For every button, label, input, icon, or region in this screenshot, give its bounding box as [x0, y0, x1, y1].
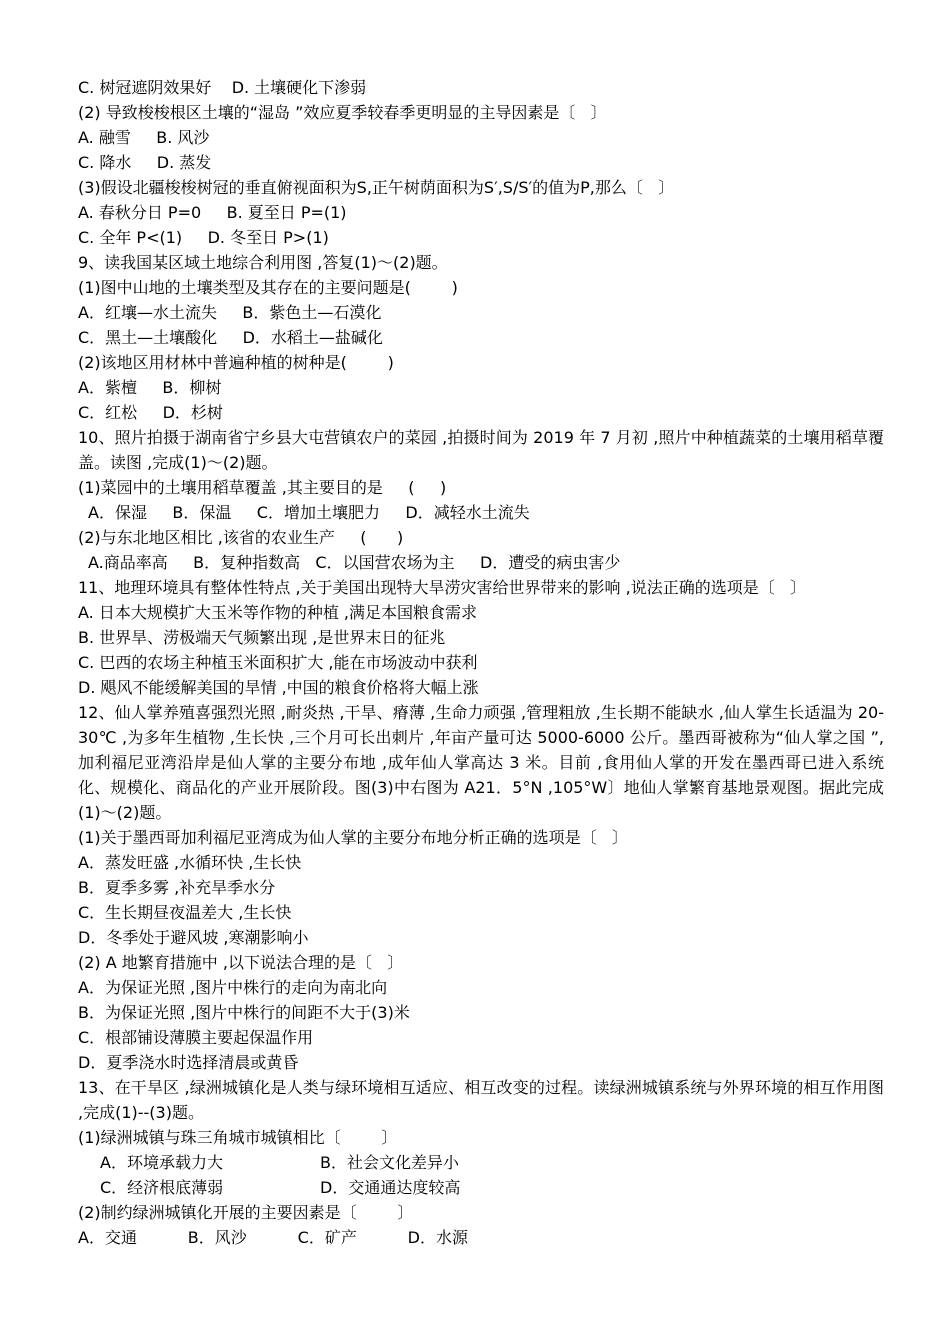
q10-1-stem: (1)菜园中的土壤用稻草覆盖 ,其主要目的是 ( ): [78, 478, 447, 497]
q8-2-stem: (2) 导致梭梭根区土壤的“湿岛 ”效应夏季较春季更明显的主导因素是〔 〕: [78, 103, 607, 122]
q9-stem: 9、读我国某区域土地综合利用图 ,答复(1)～(2)题。: [78, 253, 448, 272]
q10-2-options: A.商品率高 B．复种指数高 C．以国营农场为主 D．遭受的病虫害少: [88, 553, 621, 572]
q8-3-stem: (3)假设北疆梭梭树冠的垂直俯视面积为S,正午树荫面积为S′,S/S′的值为P,那么〔 〕: [78, 178, 675, 197]
q11-option-a: A. 日本大规模扩大玉米等作物的种植 ,满足本国粮食需求: [78, 603, 478, 622]
q9-1-options-cd: C．黑土—土壤酸化 D．水稻土—盐碱化: [78, 328, 383, 347]
q9-2-stem: (2)该地区用材林中普遍种植的树种是( ): [78, 353, 394, 372]
q13-1-option-a: A．环境承载力大: [100, 1153, 223, 1172]
q8-3-options-cd: C. 全年 P<(1) D. 冬至日 P>(1): [78, 228, 329, 247]
q13-1-stem: (1)绿洲城镇与珠三角城市城镇相比〔 〕: [78, 1128, 398, 1147]
q12-2-option-a: A．为保证光照 ,图片中株行的走向为南北向: [78, 978, 388, 997]
q12-2-stem: (2) A 地繁育措施中 ,以下说法合理的是〔 〕: [78, 953, 404, 972]
q13-2-stem: (2)制约绿洲城镇化开展的主要因素是〔 〕: [78, 1203, 414, 1222]
q9-2-options-ab: A．紫檀 B．柳树: [78, 378, 222, 397]
q12-1-option-c: C．生长期昼夜温差大 ,生长快: [78, 903, 292, 922]
q8-2-options-ab: A. 融雪 B. 风沙: [78, 128, 210, 147]
q13-2-options: A．交通 B．风沙 C．矿产 D．水源: [78, 1228, 468, 1247]
q12-stem: 12、仙人掌养殖喜强烈光照 ,耐炎热 ,干旱、瘠薄 ,生命力顽强 ,管理粗放 ,生长期不能缺水 ,仙人掌生长适温为 20-30℃ ,为多年生植物 ,生长快 ,三个月可长出刺片 ,年亩产量可达 5000-6000 公斤。墨西哥被称为“仙人掌之国 ”,加利福尼亚湾沿岸是仙人掌的主要分布地 ,成年仙人掌高达 3 米。目前 ,食用仙人掌的开发在墨西哥已进入系统化、规模化、商品化的产业开展阶段。图(3)中右图为 A21．5°N ,105°W〕地仙人掌繁育基地景观图。据此完成(1)～(2)题。: [78, 703, 884, 822]
q13-stem: 13、在干旱区 ,绿洲城镇化是人类与绿环境相互适应、相互改变的过程。读绿洲城镇系统与外界环境的相互作用图 ,完成(1)--(3)题。: [78, 1078, 884, 1122]
q12-2-option-c: C．根部铺设薄膜主要起保温作用: [78, 1028, 314, 1047]
q11-stem: 11、地理环境具有整体性特点 ,关于美国出现特大旱涝灾害给世界带来的影响 ,说法正确的选项是〔 〕: [78, 578, 806, 597]
q12-2-option-d: D．夏季浇水时选择清晨或黄昏: [78, 1053, 299, 1072]
q12-1-option-b: B．夏季多雾 ,补充旱季水分: [78, 878, 276, 897]
q10-stem: 10、照片拍摄于湖南省宁乡县大屯营镇农户的菜园 ,拍摄时间为 2019 年 7 月初 ,照片中种植蔬菜的土壤用稻草覆盖。读图 ,完成(1)～(2)题。: [78, 428, 884, 472]
q13-1-option-d: D．交通通达度较高: [320, 1178, 461, 1197]
q13-1-option-b: B．社会文化差异小: [320, 1153, 459, 1172]
q12-1-option-a: A．蒸发旺盛 ,水循环快 ,生长快: [78, 853, 302, 872]
q9-1-options-ab: A．红壤—水土流失 B．紫色土—石漠化: [78, 303, 382, 322]
q11-option-d: D. 飓风不能缓解美国的旱情 ,中国的粮食价格将大幅上涨: [78, 678, 479, 697]
q9-1-stem: (1)图中山地的土壤类型及其存在的主要问题是( ): [78, 278, 458, 297]
q11-option-c: C. 巴西的农场主种植玉米面积扩大 ,能在市场波动中获利: [78, 653, 478, 672]
q8-3-options-ab: A. 春秋分日 P=0 B. 夏至日 P=(1): [78, 203, 347, 222]
q12-2-option-b: B．为保证光照 ,图片中株行的间距不大于(3)米: [78, 1003, 410, 1022]
q8-1-options-cd: C. 树冠遮阴效果好 D. 土壤硬化下渗弱: [78, 78, 367, 97]
q10-1-options: A．保湿 B．保温 C．增加土壤肥力 D．减轻水土流失: [88, 503, 530, 522]
q10-2-stem: (2)与东北地区相比 ,该省的农业生产 ( ): [78, 528, 404, 547]
q13-1-option-c: C．经济根底薄弱: [100, 1178, 224, 1197]
q9-2-options-cd: C．红松 D．杉树: [78, 403, 223, 422]
q11-option-b: B. 世界旱、涝极端天气频繁出现 ,是世界末日的征兆: [78, 628, 446, 647]
q12-1-option-d: D．冬季处于避风坡 ,寒潮影响小: [78, 928, 309, 947]
q12-1-stem: (1)关于墨西哥加利福尼亚湾成为仙人掌的主要分布地分析正确的选项是〔 〕: [78, 828, 628, 847]
q8-2-options-cd: C. 降水 D. 蒸发: [78, 153, 212, 172]
